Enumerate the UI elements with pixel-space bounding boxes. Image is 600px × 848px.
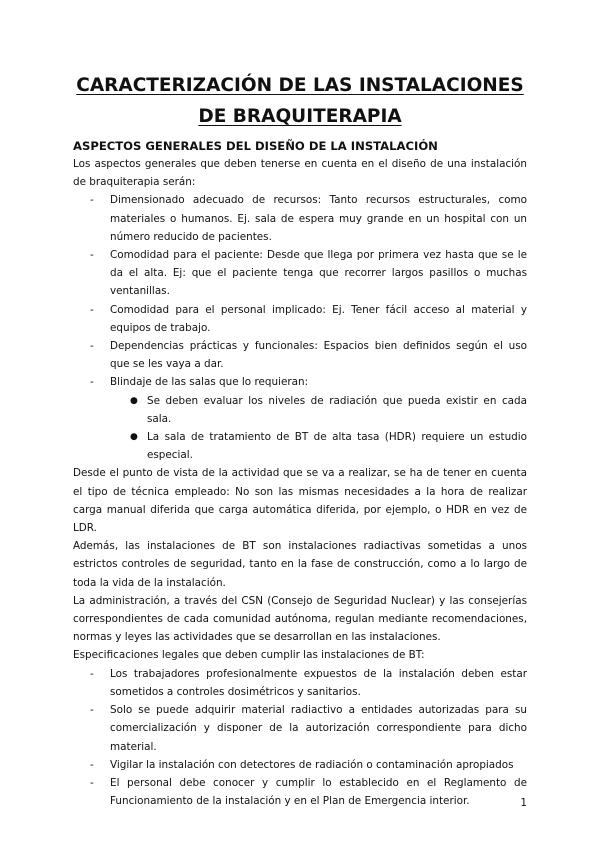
list-item-text: Dependencias prácticas y funcionales: Espacios bien definidos según el uso que se les vaya a dar. <box>110 340 527 371</box>
list-item-text: Dimensionado adecuado de recursos: Tanto recursos estructurales, como materiales o humanos. Ej. sala de espera muy grande en un hospital con un número reducido de pacientes. <box>110 194 527 243</box>
sublist-item <box>110 392 527 428</box>
sublist-item <box>110 428 527 464</box>
legal-specs-list <box>73 665 527 811</box>
paragraph-technique: Desde el punto de vista de la actividad que se va a realizar, se ha de tener en cuenta el tipo de técnica empleado: No son las mismas necesidades a la hora de realizar carga manual diferida que carga automática diferida, por ejemplo, o HDR en vez de LDR. <box>73 467 527 535</box>
section-heading: ASPECTOS GENERALES DEL DISEÑO DE LA INSTALACIÓN <box>73 139 438 153</box>
list-item-text: Blindaje de las salas que lo requieran: <box>110 376 309 389</box>
shielding-sublist <box>110 392 527 465</box>
document-page <box>73 70 527 810</box>
list-item <box>73 191 527 246</box>
bullet-icon: ● <box>130 395 138 406</box>
dash-marker: - <box>90 376 94 389</box>
list-item <box>73 701 527 756</box>
list-item <box>73 373 527 464</box>
dash-marker: - <box>90 758 94 771</box>
list-item-text: Solo se puede adquirir material radiactivo a entidades autorizadas para su comercialización y disponer de la autorización correspondiente para dicho material. <box>110 704 527 753</box>
list-item <box>73 756 527 774</box>
sublist-item-text: La sala de tratamiento de BT de alta tasa (HDR) requiere un estudio especial. <box>147 431 527 462</box>
paragraph-legal-intro: Especificaciones legales que deben cumplir las instalaciones de BT: <box>73 649 425 662</box>
bullet-icon: ● <box>130 432 138 443</box>
document-title <box>73 70 527 132</box>
page-number: 1 <box>520 797 527 809</box>
title-line-1: CARACTERIZACIÓN DE LAS INSTALACIONES <box>76 75 524 96</box>
list-item-text: Vigilar la instalación con detectores de radiación o contaminación apropiados <box>110 758 514 771</box>
dash-marker: - <box>90 667 94 680</box>
list-item-text: Comodidad para el personal implicado: Ej. Tener fácil acceso al material y equipos de trabajo. <box>110 303 527 334</box>
dash-marker: - <box>90 194 94 207</box>
list-item-text: El personal debe conocer y cumplir lo establecido en el Reglamento de Funcionamiento de la instalación y en el Plan de Emergencia interior. <box>110 776 527 808</box>
paragraph-safety: Además, las instalaciones de BT son instalaciones radiactivas sometidas a unos estrictos controles de seguridad, tanto en la fase de construcción, como a lo largo de toda la vida de la instalación. <box>73 540 527 589</box>
dash-marker: - <box>90 303 94 316</box>
dash-marker: - <box>90 340 94 353</box>
list-item <box>73 246 527 301</box>
list-item <box>73 301 527 337</box>
list-item <box>73 337 527 373</box>
dash-marker: - <box>90 249 94 262</box>
dash-marker: - <box>90 776 94 789</box>
dash-marker: - <box>90 704 94 717</box>
sublist-item-text: Se deben evaluar los niveles de radiación que pueda existir en cada sala. <box>147 394 527 425</box>
aspects-list <box>73 191 527 464</box>
list-item <box>73 774 527 810</box>
intro-paragraph: Los aspectos generales que deben tenerse en cuenta en el diseño de una instalación de braquiterapia serán: <box>73 158 527 189</box>
list-item <box>73 665 527 701</box>
list-item-text: Los trabajadores profesionalmente expuestos de la instalación deben estar sometidos a controles dosimétricos y sanitarios. <box>110 667 527 698</box>
paragraph-administration: La administración, a través del CSN (Consejo de Seguridad Nuclear) y las consejerías correspondientes de cada comunidad autónoma, regulan mediante recomendaciones, normas y leyes las actividades que se desarrollan en las instalaciones. <box>73 594 527 644</box>
list-item-text: Comodidad para el paciente: Desde que llega por primera vez hasta que se le da el alta. Ej: que el paciente tenga que recorrer largos pasillos o muchas ventanillas. <box>110 249 527 298</box>
title-line-2: DE BRAQUITERAPIA <box>198 106 402 127</box>
